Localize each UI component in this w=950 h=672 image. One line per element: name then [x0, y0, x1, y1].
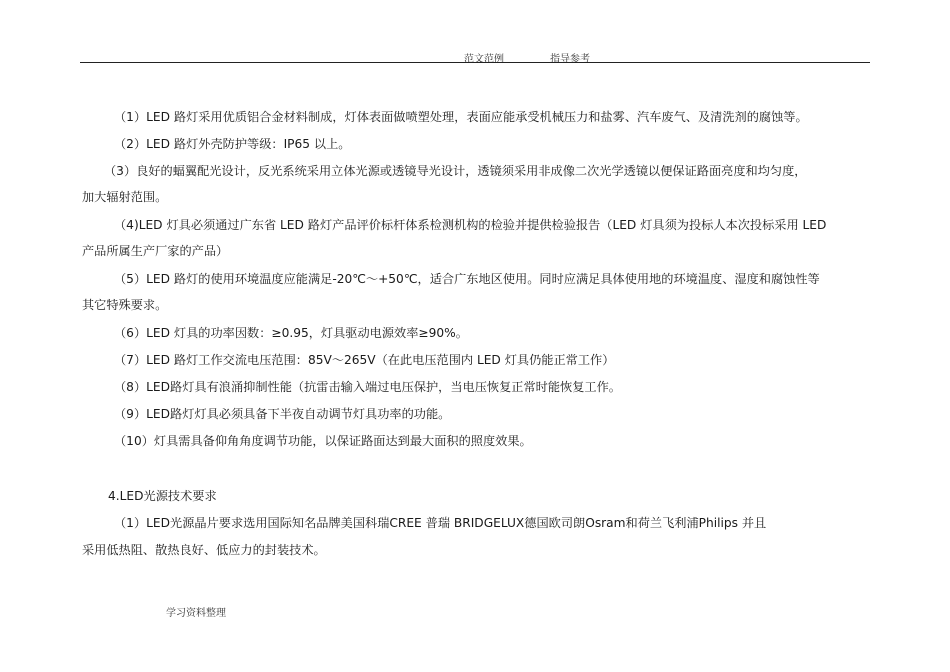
header-left-text: 范文范例	[464, 54, 504, 65]
paragraph: （7）LED 路灯工作交流电压范围：85V～265V（在此电压范围内 LED 灯具仍能正常工作）	[114, 353, 615, 367]
paragraph: 加大辐射范围。	[82, 190, 168, 204]
paragraph: （4)LED 灯具必须通过广东省 LED 路灯产品评价标杆体系检测机构的检验并提供检验报告（LED 灯具须为投标人本次投标采用 LED	[114, 218, 827, 232]
paragraph: （3）良好的蝠翼配光设计，反光系统采用立体光源或透镜导光设计，透镜须采用非成像二次光学透镜以便保证路面亮度和均匀度，	[104, 164, 807, 178]
paragraph: （8）LED路灯具有浪涌抑制性能（抗雷击输入端过电压保护，当电压恢复正常时能恢复工作。	[114, 380, 621, 394]
header-rule	[80, 62, 870, 63]
paragraph: （1）LED 路灯采用优质铝合金材料制成，灯体表面做喷塑处理，表面应能承受机械压力和盐雾、汽车废气、及清洗剂的腐蚀等。	[114, 110, 808, 124]
section-heading: 4.LED光源技术要求	[108, 489, 217, 503]
paragraph: （6）LED 灯具的功率因数：≥0.95，灯具驱动电源效率≥90%。	[114, 326, 468, 340]
paragraph: （10）灯具需具备仰角角度调节功能，以保证路面达到最大面积的照度效果。	[114, 434, 532, 448]
page-footer: 学习资料整理	[166, 608, 226, 619]
paragraph: （2）LED 路灯外壳防护等级：IP65 以上。	[114, 137, 351, 151]
header-right-text: 指导参考	[550, 54, 590, 65]
paragraph: （5）LED 路灯的使用环境温度应能满足-20℃～+50℃，适合广东地区使用。同时应满足具体使用地的环境温度、湿度和腐蚀性等	[114, 272, 820, 286]
paragraph: 其它特殊要求。	[82, 298, 168, 312]
paragraph: 采用低热阻、散热良好、低应力的封装技术。	[82, 543, 326, 557]
paragraph: （9）LED路灯灯具必须具备下半夜自动调节灯具功率的功能。	[114, 407, 451, 421]
paragraph: （1）LED光源晶片要求选用国际知名品牌美国科瑞CREE 普瑞 BRIDGELUX德国欧司朗Osram和荷兰飞利浦Philips 并且	[114, 516, 767, 530]
paragraph: 产品所属生产厂家的产品）	[82, 244, 229, 258]
